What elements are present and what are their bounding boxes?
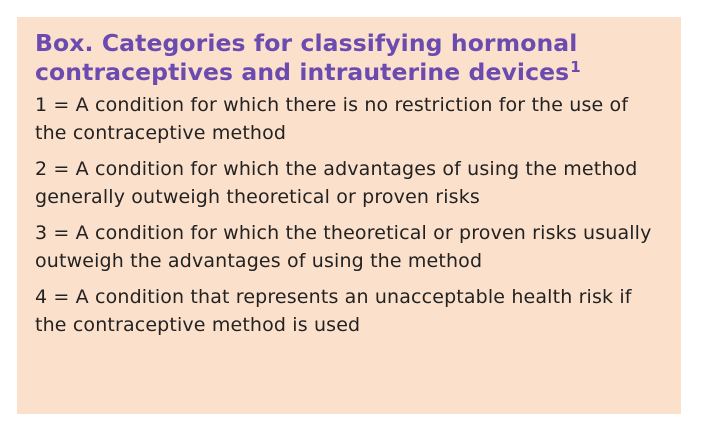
category-2-item: 2 = A condition for which the advantages of using the method generally outweigh theoretical or proven risks (35, 158, 638, 208)
box-title (35, 29, 663, 87)
category-4-item: 4 = A condition that represents an unacceptable health risk if the contraceptive method is used (35, 286, 632, 336)
category-1-item: 1 = A condition for which there is no restriction for the use of the contraceptive method (35, 94, 629, 144)
categories-box (17, 17, 681, 414)
box-title-reference: 1 (570, 57, 581, 76)
box-title-text: Box. Categories for classifying hormonal contraceptives and intrauterine devices (35, 29, 578, 86)
category-3-item: 3 = A condition for which the theoretical or proven risks usually outweigh the advantages of using the method (35, 222, 652, 272)
